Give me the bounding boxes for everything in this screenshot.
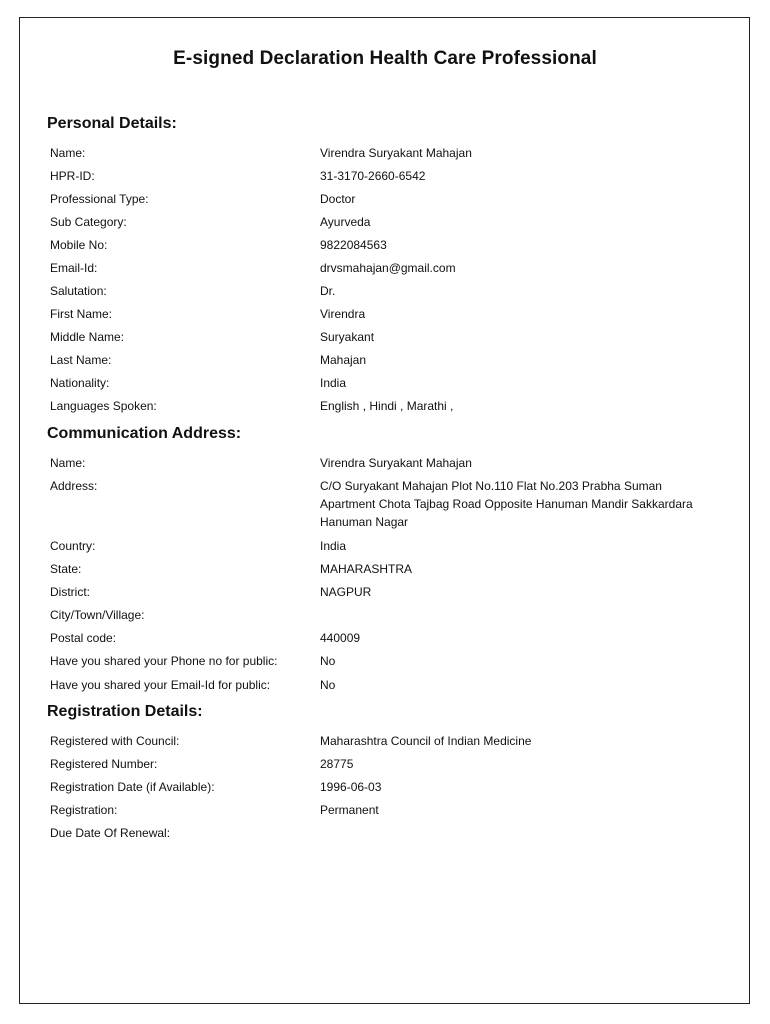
field-label: Postal code: (50, 631, 117, 645)
field-value: Virendra (320, 307, 366, 321)
field-value: C/O Suryakant Mahajan Plot No.110 Flat No.203 Prabha Suman Apartment Chota Tajbag Road Opposite Hanuman Mandir Sakkardara Hanuman Nagar (320, 479, 693, 529)
field-label: State: (50, 562, 82, 576)
field-label: Nationality: (50, 376, 110, 390)
field-label: Country: (50, 539, 96, 553)
field-value: 28775 (320, 757, 354, 771)
field-value: Ayurveda (320, 215, 371, 229)
personal-details-heading: Personal Details: (47, 115, 177, 132)
field-label: City/Town/Village: (50, 608, 145, 622)
field-value: Doctor (320, 192, 356, 206)
field-label: Sub Category: (50, 215, 127, 229)
communication-address-heading: Communication Address: (47, 425, 242, 442)
field-value: 9822084563 (320, 238, 387, 252)
field-label: Email-Id: (50, 261, 98, 275)
field-label: Professional Type: (50, 192, 149, 206)
field-value: Virendra Suryakant Mahajan (320, 146, 472, 160)
field-label: Last Name: (50, 353, 112, 367)
field-label: Registration Date (if Available): (50, 780, 215, 794)
field-value: Mahajan (320, 353, 367, 367)
field-value: No (320, 678, 336, 692)
field-label: Registered with Council: (50, 734, 180, 748)
field-label: Registration: (50, 803, 118, 817)
field-label: Registered Number: (50, 757, 158, 771)
field-label: Have you shared your Email-Id for public: (50, 678, 271, 692)
field-value: English , Hindi , Marathi , (320, 399, 454, 413)
field-label: Languages Spoken: (50, 399, 157, 413)
field-value: 1996-06-03 (320, 780, 382, 794)
document-title: E-signed Declaration Health Care Professional (173, 48, 597, 69)
field-value: India (320, 539, 347, 553)
field-label: District: (50, 585, 90, 599)
field-value: Permanent (320, 803, 379, 817)
field-value: NAGPUR (320, 585, 372, 599)
field-value: Virendra Suryakant Mahajan (320, 456, 472, 470)
field-label: Salutation: (50, 284, 107, 298)
field-label: Address: (50, 479, 98, 493)
field-value: 440009 (320, 631, 361, 645)
field-value: 31-3170-2660-6542 (320, 169, 426, 183)
registration-details-heading: Registration Details: (47, 703, 203, 720)
field-label: Due Date Of Renewal: (50, 826, 171, 840)
field-value: Maharashtra Council of Indian Medicine (320, 734, 532, 748)
field-label: Name: (50, 146, 86, 160)
field-value: Dr. (320, 284, 336, 298)
field-label: Have you shared your Phone no for public: (50, 654, 278, 668)
field-value: Suryakant (320, 330, 375, 344)
field-value: MAHARASHTRA (320, 562, 413, 576)
field-label: Mobile No: (50, 238, 108, 252)
field-value: India (320, 376, 347, 390)
field-value: drvsmahajan@gmail.com (320, 261, 456, 275)
field-label: Name: (50, 456, 86, 470)
field-label: First Name: (50, 307, 113, 321)
field-label: Middle Name: (50, 330, 125, 344)
field-label: HPR-ID: (50, 169, 95, 183)
field-value: No (320, 654, 336, 668)
